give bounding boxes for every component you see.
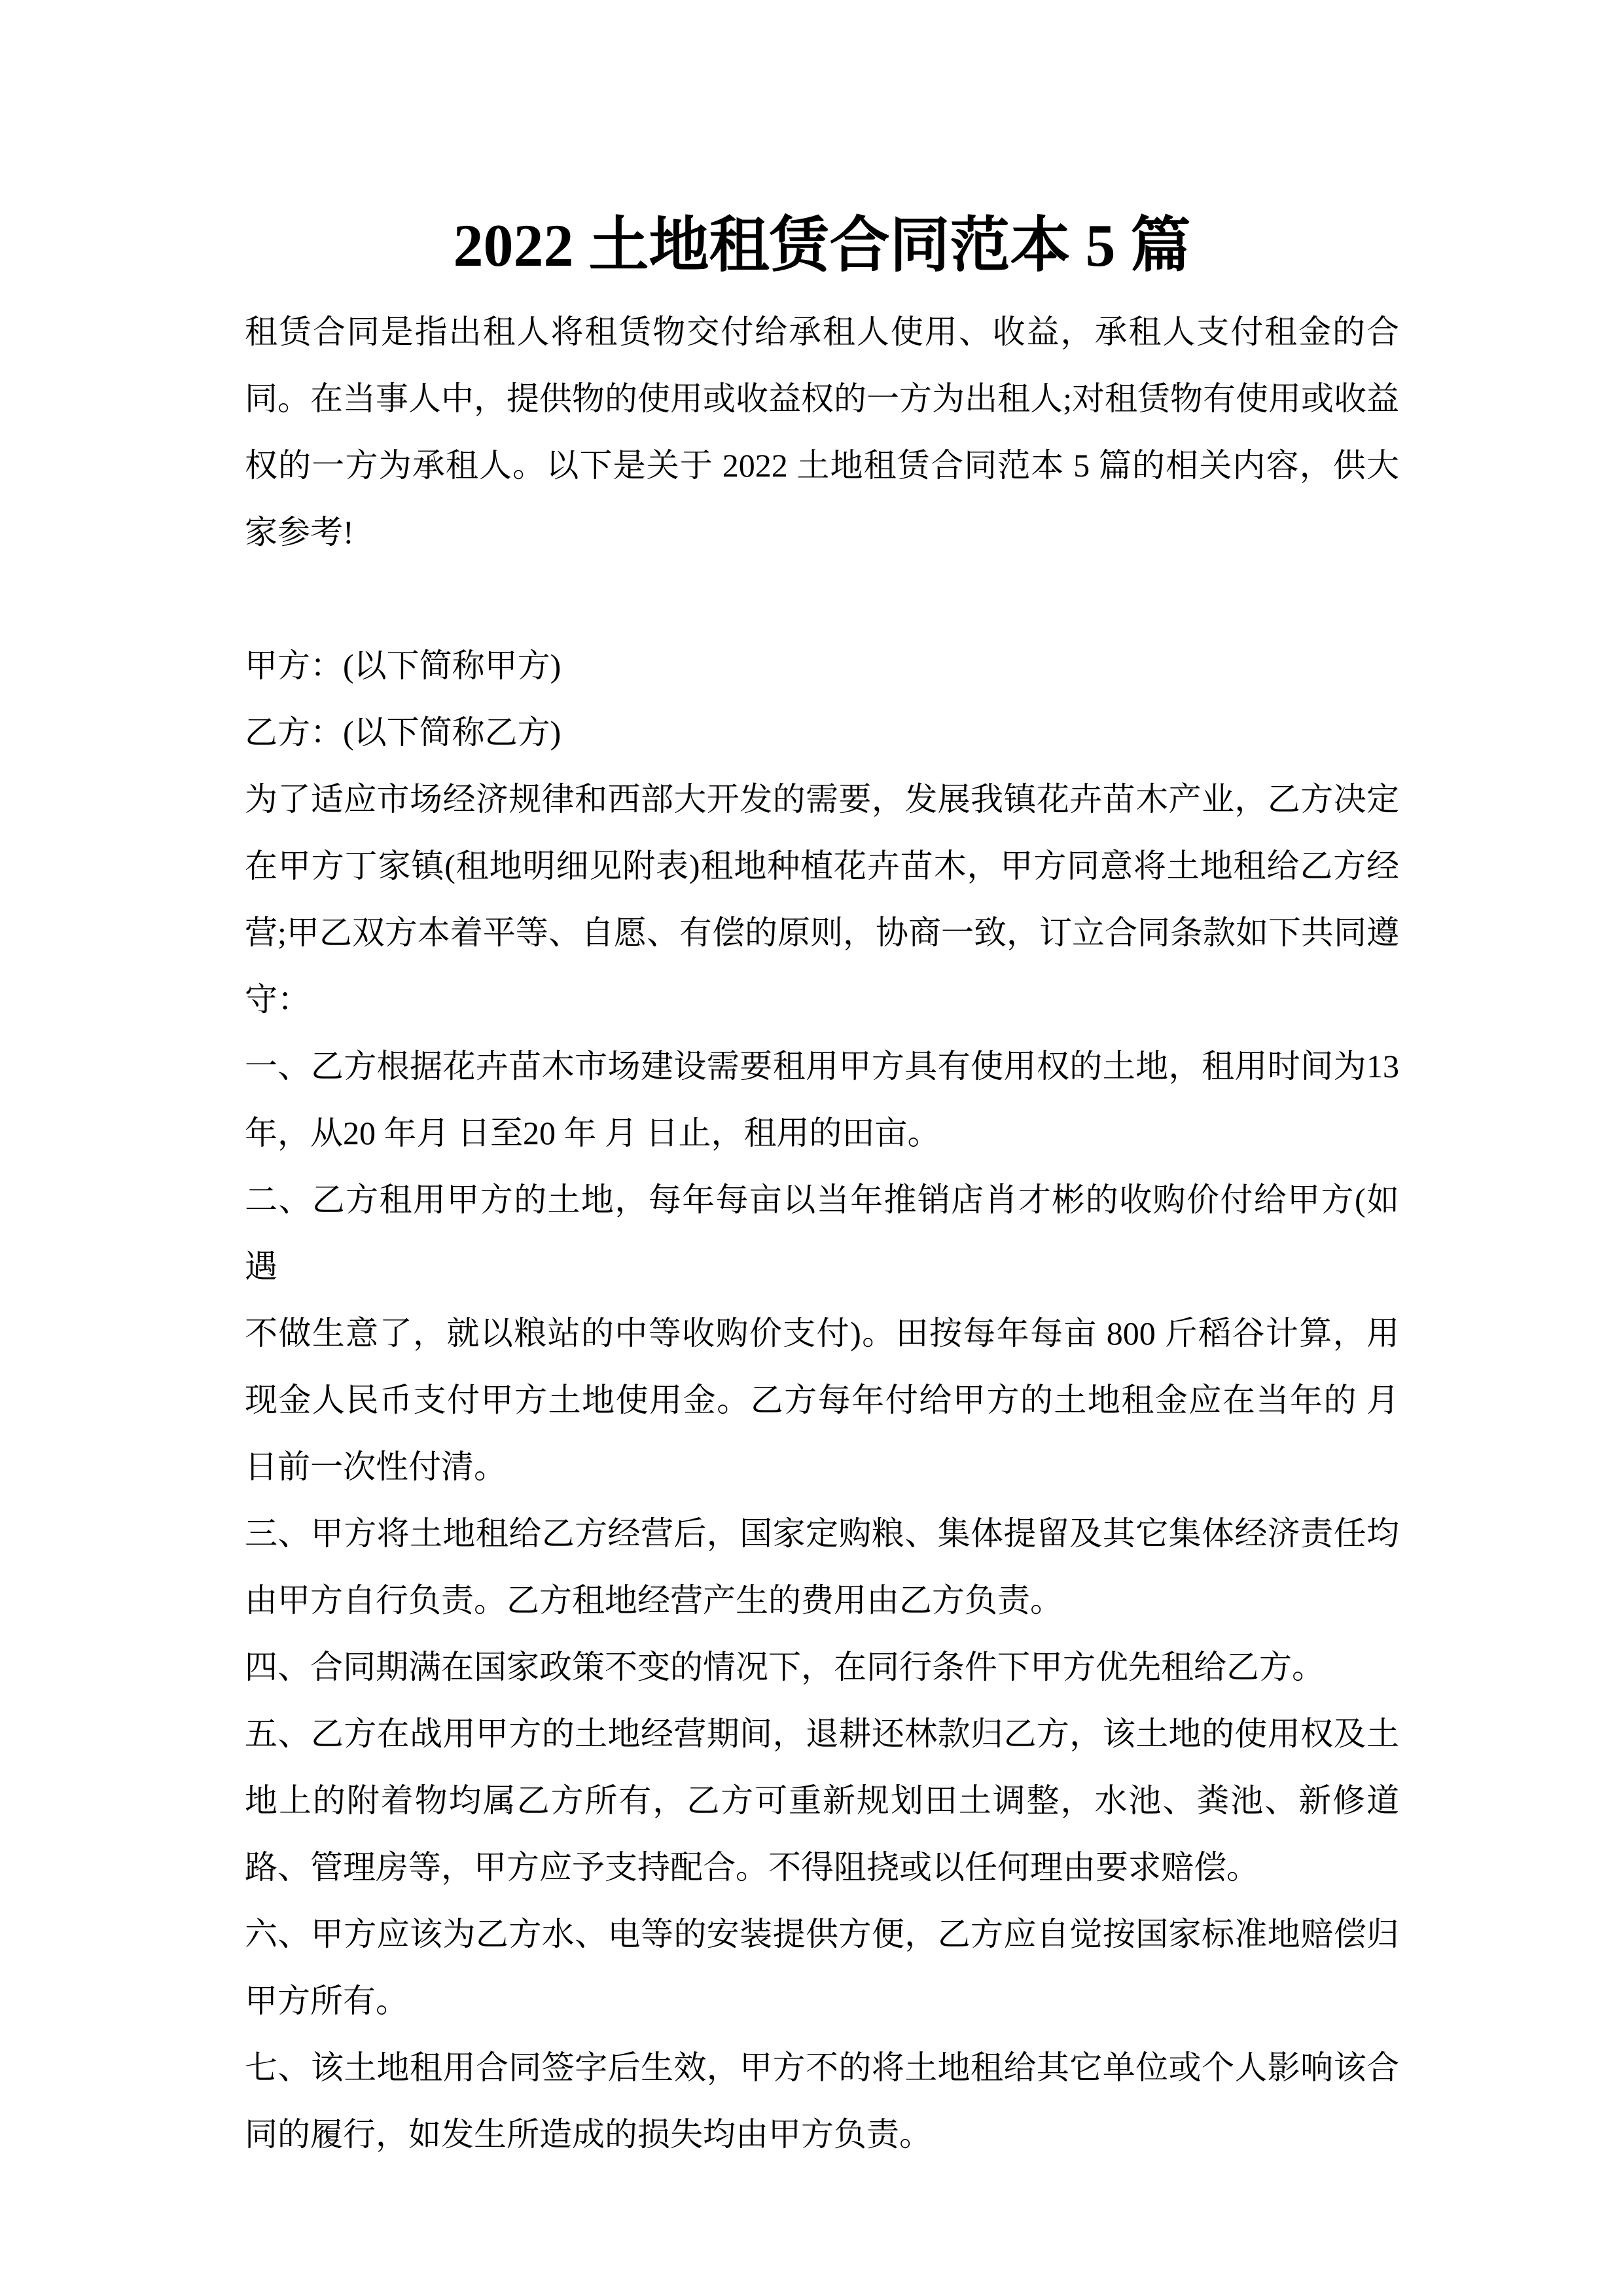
clause-1: 一、乙方根据花卉苗木市场建设需要租用甲方具有使用权的土地，租用时间为13年，从20 年月 日至20 年 月 日止，租用的田亩。 [245, 1048, 1399, 1151]
document-content [245, 196, 1399, 2168]
clause-4: 四、合同期满在国家政策不变的情况下，在同行条件下甲方优先租给乙方。 [245, 1649, 1325, 1685]
clause-5: 五、乙方在战用甲方的土地经营期间，退耕还林款归乙方，该土地的使用权及土地上的附着物均属乙方所有，乙方可重新规划田土调整，水池、粪池、新修道路、管理房等，甲方应予支持配合。不得阻挠或以任何理由要求赔偿。 [245, 1715, 1399, 1886]
clause-2-continuation: 不做生意了，就以粮站的中等收购价支付)。田按每年每亩 800 斤稻谷计算，用现金人民币支付甲方土地使用金。乙方每年付给甲方的土地租金应在当年的 月 日前一次性付清。 [245, 1315, 1399, 1485]
party-a-line: 甲方：(以下简称甲方) [245, 647, 562, 684]
clause-6: 六、甲方应该为乙方水、电等的安装提供方便，乙方应自觉按国家标准地赔偿归甲方所有。 [245, 1916, 1399, 2019]
clause-2: 二、乙方租用甲方的土地，每年每亩以当年推销店肖才彬的收购价付给甲方(如遇 [245, 1181, 1399, 1285]
preamble-paragraph: 为了适应市场经济规律和西部大开发的需要，发展我镇花卉苗木产业，乙方决定在甲方丁家镇(租地明细见附表)租地种植花卉苗木，甲方同意将土地租给乙方经营;甲乙双方本着平等、自愿、有偿的原则，协商一致，订立合同条款如下共同遵守： [245, 781, 1399, 1018]
document-title: 2022 土地租赁合同范本 5 篇 [453, 212, 1191, 279]
party-b-line: 乙方：(以下简称乙方) [245, 714, 562, 751]
blank-line [245, 565, 1399, 632]
intro-paragraph: 租赁合同是指出租人将租赁物交付给承租人使用、收益，承租人支付租金的合同。在当事人中，提供物的使用或收益权的一方为出租人;对租赁物有使用或收益权的一方为承租人。以下是关于 2022 土地租赁合同范本 5 篇的相关内容，供大家参考! [245, 314, 1399, 550]
clause-3: 三、甲方将土地租给乙方经营后，国家定购粮、集体提留及其它集体经济责任均由甲方自行负责。乙方租地经营产生的费用由乙方负责。 [245, 1515, 1399, 1619]
clause-7: 七、该土地租用合同签字后生效，甲方不的将土地租给其它单位或个人影响该合同的履行，如发生所造成的损失均由甲方负责。 [245, 2049, 1399, 2153]
